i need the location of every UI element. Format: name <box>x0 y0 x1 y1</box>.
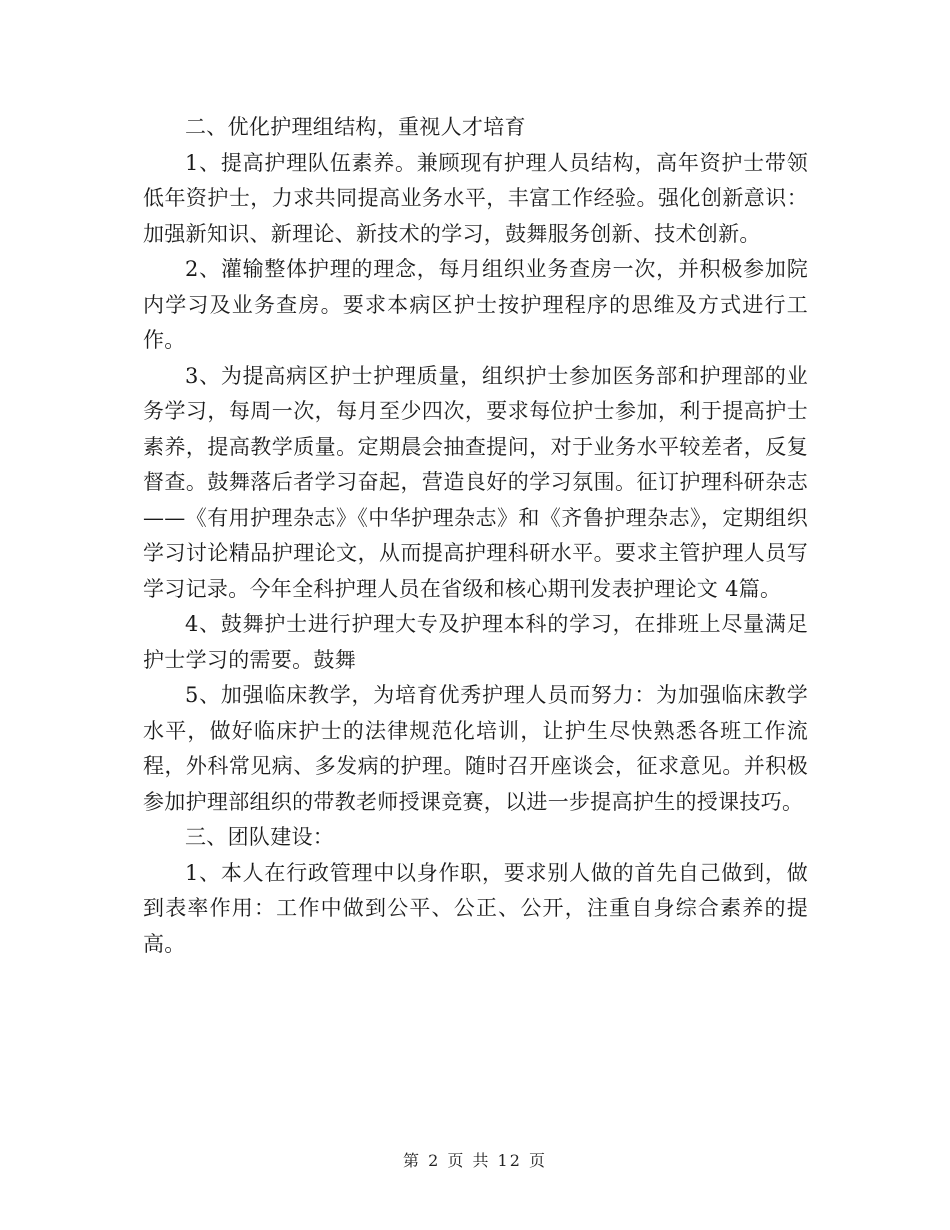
section-heading-3: 三、团队建设： <box>185 825 335 849</box>
paragraph-2-4: 4、鼓舞护士进行护理大专及护理本科的学习，在排班上尽量满足护士学习的需要。鼓舞 <box>143 612 808 672</box>
paragraph-3-1: 1、本人在行政管理中以身作职，要求别人做的首先自己做到，做到表率作用：工作中做到公平、公正、公开，注重自身综合素养的提高。 <box>143 860 808 956</box>
paragraph-2-1: 1、提高护理队伍素养。兼顾现有护理人员结构，高年资护士带领低年资护士，力求共同提高业务水平，丰富工作经验。强化创新意识：加强新知识、新理论、新技术的学习，鼓舞服务创新、技术创新。 <box>143 150 808 246</box>
paragraph-2-2: 2、灌输整体护理的理念，每月组织业务查房一次，并积极参加院内学习及业务查房。要求本病区护士按护理程序的思维及方式进行工作。 <box>143 257 808 352</box>
document-body <box>143 110 808 962</box>
section-heading-2: 二、优化护理组结构，重视人才培育 <box>185 115 526 139</box>
paragraph-2-5: 5、加强临床教学，为培育优秀护理人员而努力：为加强临床教学水平，做好临床护士的法律规范化培训，让护生尽快熟悉各班工作流程，外科常见病、多发病的护理。随时召开座谈会，征求意见。并积极参加护理部组织的带教老师授课竞赛，以进一步提高护生的授课技巧。 <box>143 683 808 814</box>
page-number-footer: 第 2 页 共 12 页 <box>403 1151 547 1170</box>
paragraph-2-3: 3、为提高病区护士护理质量，组织护士参加医务部和护理部的业务学习，每周一次，每月至少四次，要求每位护士参加，利于提高护士素养，提高教学质量。定期晨会抽查提问，对于业务水平较差者，反复督查。鼓舞落后者学习奋起，营造良好的学习氛围。征订护理科研杂志——《有用护理杂志》《中华护理杂志》和《齐鲁护理杂志》，定期组织学习讨论精品护理论文，从而提高护理科研水平。要求主管护理人员写学习记录。今年全科护理人员在省级和核心期刊发表护理论文 4篇。 <box>143 363 808 601</box>
